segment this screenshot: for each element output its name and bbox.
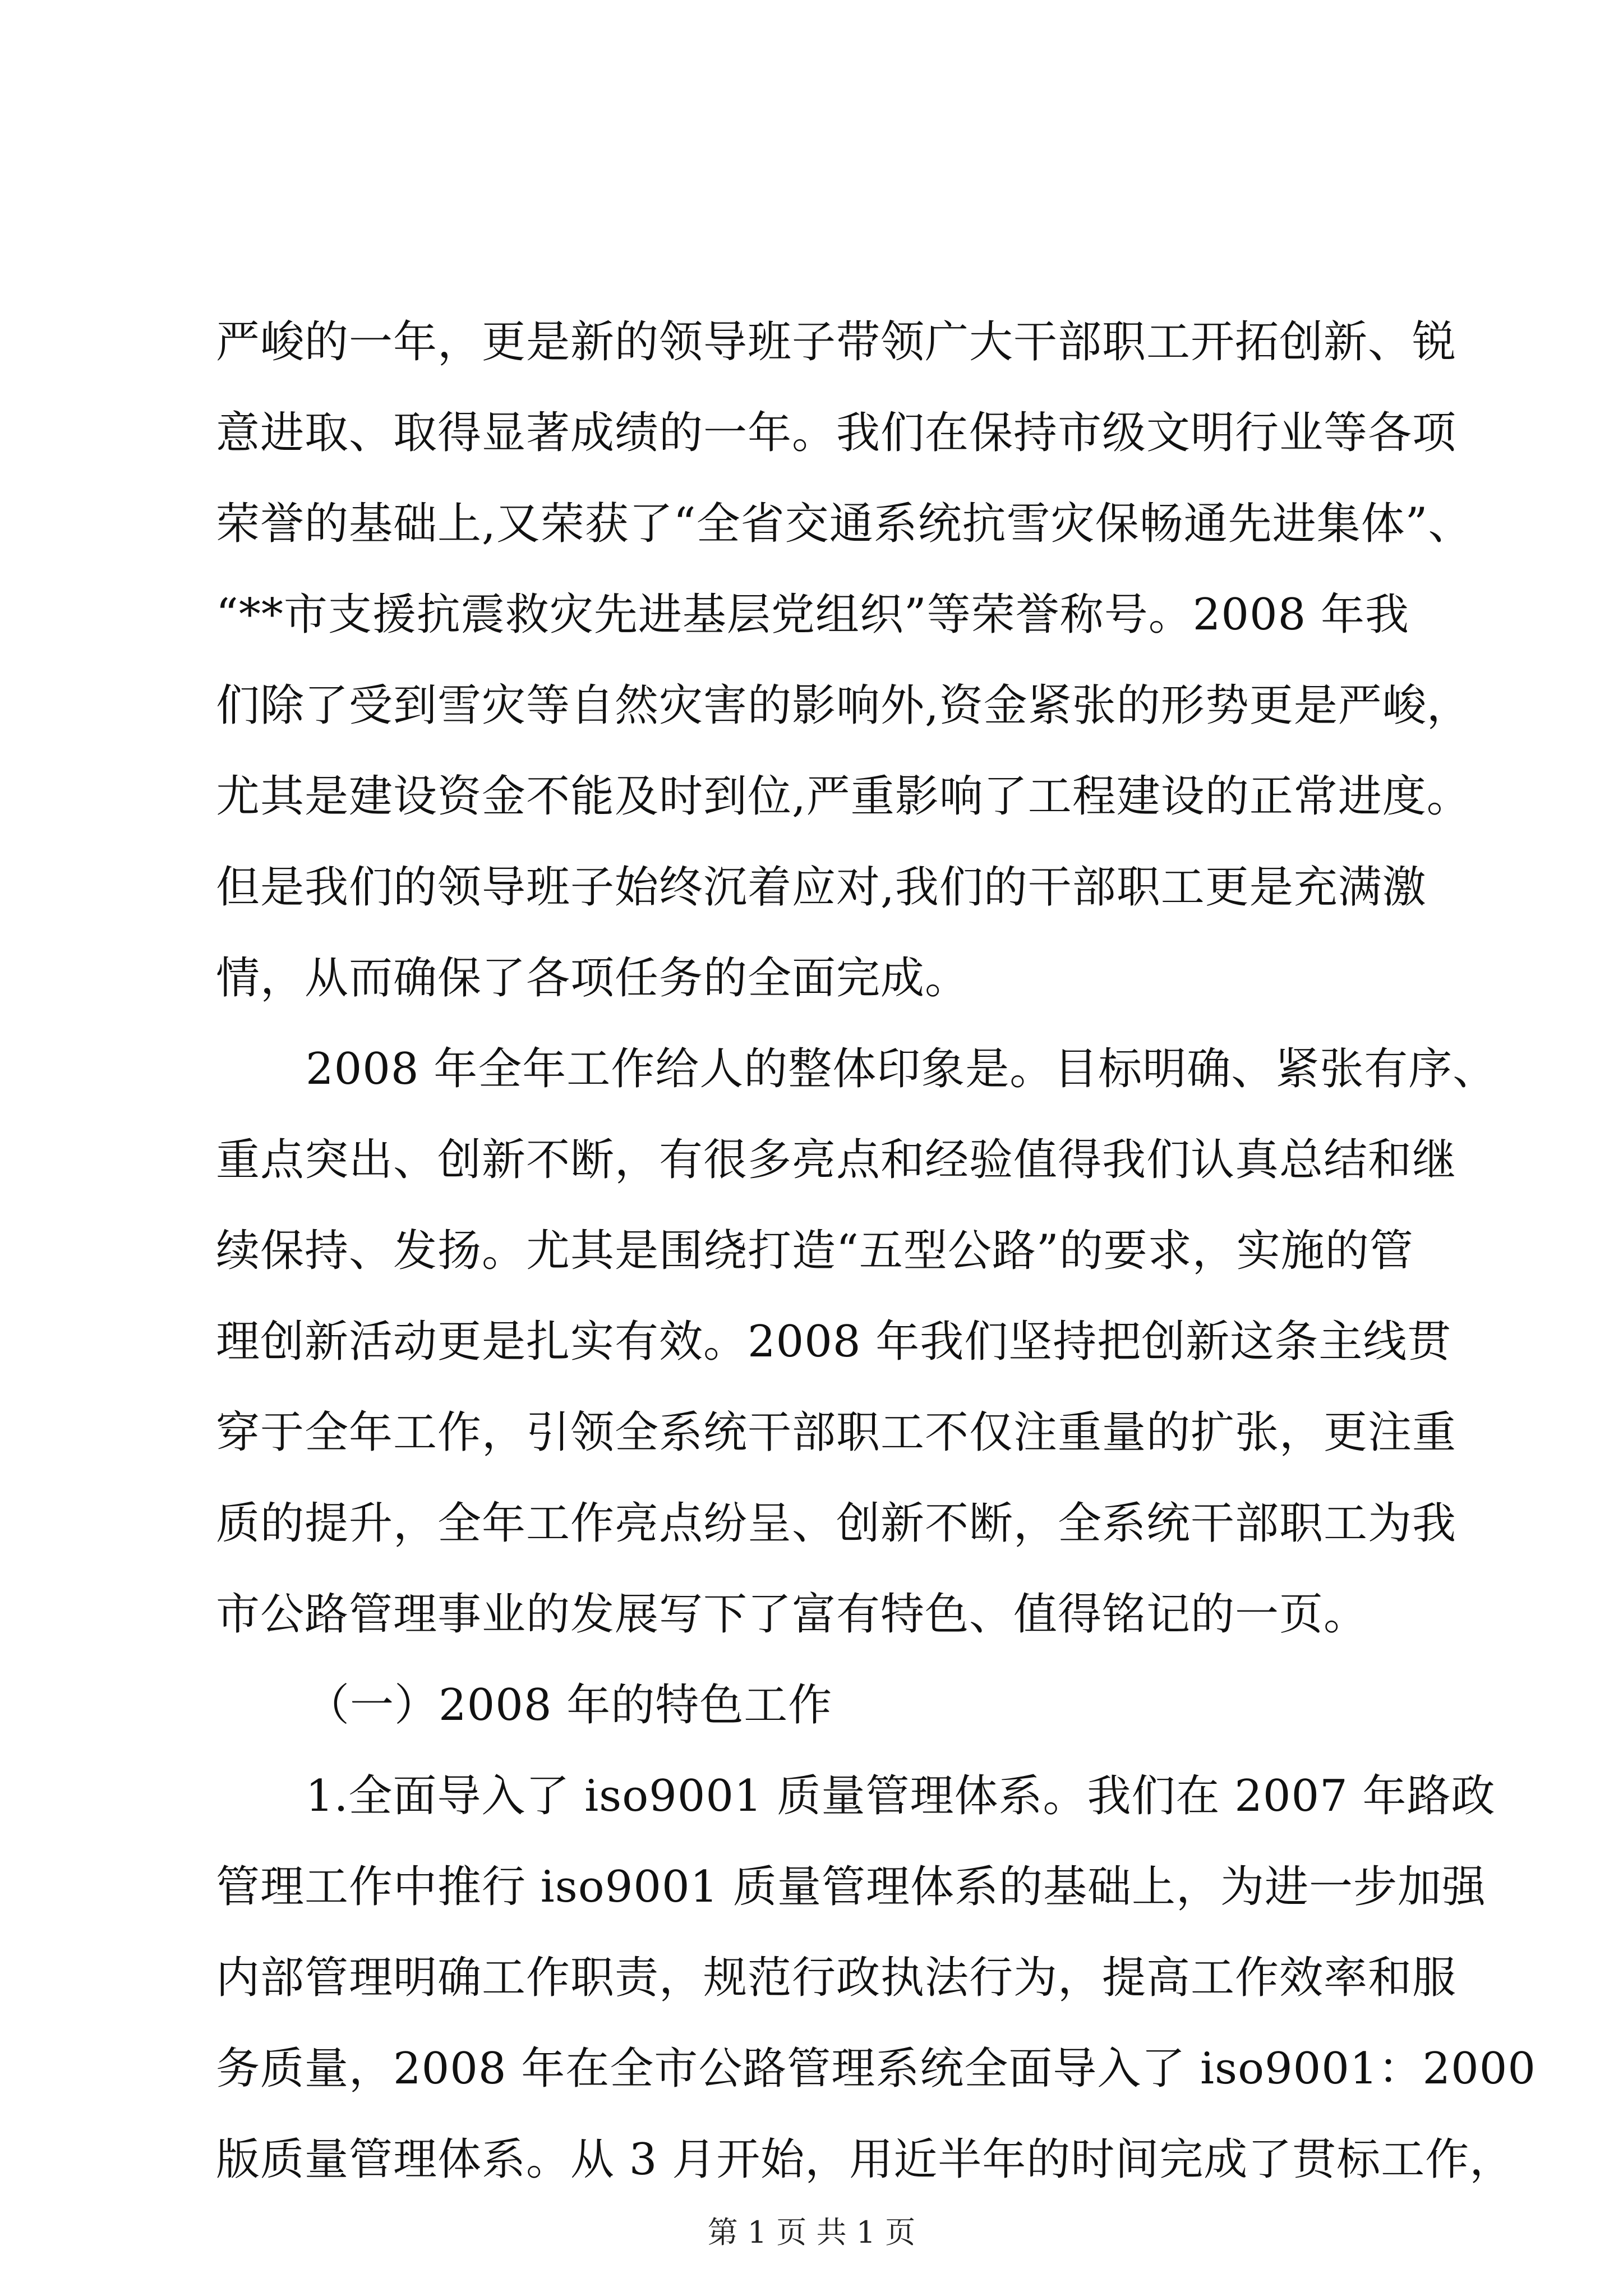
text-line: 穿于全年工作，引领全系统干部职工不仅注重量的扩张，更注重 xyxy=(216,1407,1457,1458)
text-line: 们除了受到雪灾等自然灾害的影响外,资金紧张的形势更是严峻， xyxy=(216,680,1471,731)
text-line: 2008 年全年工作给人的整体印象是。目标明确、紧张有序、 xyxy=(306,1044,1497,1094)
text-line: 市公路管理事业的发展写下了富有特色、值得铭记的一页。 xyxy=(216,1589,1368,1640)
text-line: 管理工作中推行 iso9001 质量管理体系的基础上，为进一步加强 xyxy=(216,1862,1487,1912)
text-line: 尤其是建设资金不能及时到位,严重影响了工程建设的正常进度。 xyxy=(216,771,1471,822)
text-line: 荣誉的基础上,又荣获了“全省交通系统抗雪灾保畅通先进集体”、 xyxy=(216,499,1473,549)
text-line: 版质量管理体系。从 3 月开始，用近半年的时间完成了贯标工作， xyxy=(216,2134,1514,2185)
text-line: 情，从而确保了各项任务的全面完成。 xyxy=(216,953,970,1004)
text-line: 务质量，2008 年在全市公路管理系统全面导入了 iso9001：2000 xyxy=(216,2044,1537,2094)
text-line: 质的提升，全年工作亮点纷呈、创新不断，全系统干部职工为我 xyxy=(216,1498,1457,1549)
text-line: 严峻的一年，更是新的领导班子带领广大干部职工开拓创新、锐 xyxy=(216,317,1457,367)
text-line: 内部管理明确工作职责，规范行政执法行为，提高工作效率和服 xyxy=(216,1953,1457,2003)
text-line: “**市支援抗震救灾先进基层党组织”等荣誉称号。2008 年我 xyxy=(216,590,1410,640)
text-line: 续保持、发扬。尤其是围绕打造“五型公路”的要求，实施的管 xyxy=(216,1226,1414,1276)
text-line: 但是我们的领导班子始终沉着应对,我们的干部职工更是充满激 xyxy=(216,862,1427,913)
section-heading: （一）2008 年的特色工作 xyxy=(306,1680,833,1731)
text-line: 1.全面导入了 iso9001 质量管理体系。我们在 2007 年路政 xyxy=(306,1771,1496,1821)
text-line: 理创新活动更是扎实有效。2008 年我们坚持把创新这条主线贯 xyxy=(216,1317,1452,1367)
text-line: 意进取、取得显著成绩的一年。我们在保持市级文明行业等各项 xyxy=(216,408,1457,458)
text-line: 重点突出、创新不断，有很多亮点和经验值得我们认真总结和继 xyxy=(216,1135,1457,1185)
page-footer: 第 1 页 共 1 页 xyxy=(707,2215,916,2250)
